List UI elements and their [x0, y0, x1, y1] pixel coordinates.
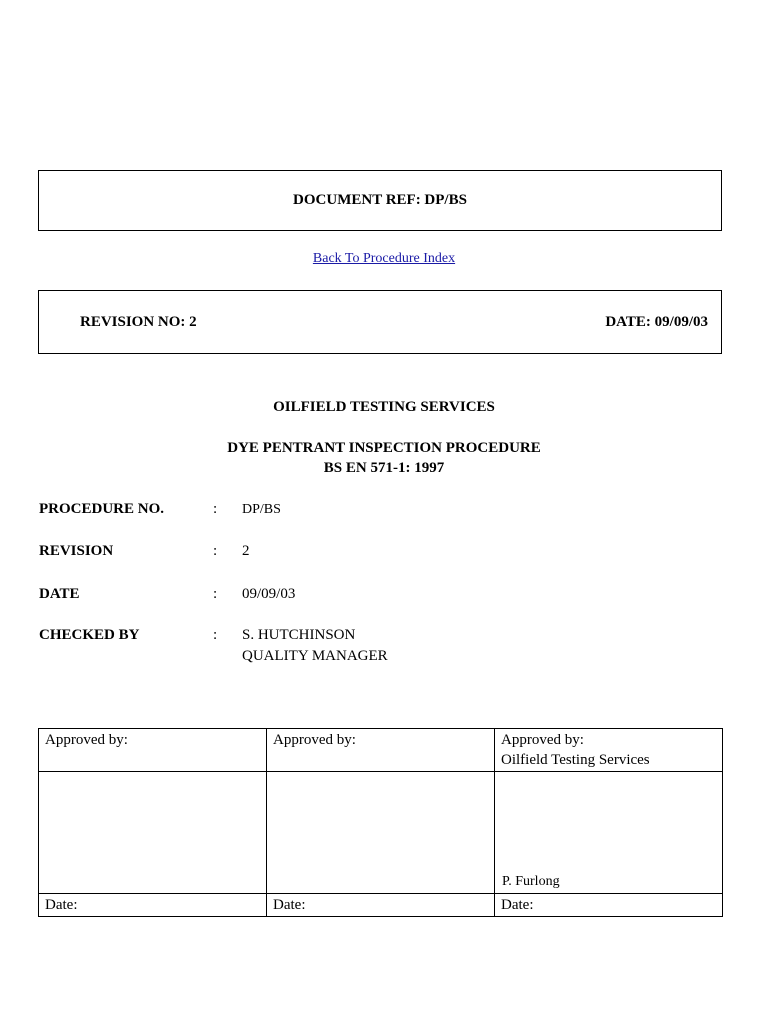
field-colon: :	[213, 586, 218, 602]
field-label: CHECKED BY	[39, 627, 140, 643]
field-label: REVISION	[39, 543, 114, 559]
document-ref-box	[38, 170, 722, 231]
revision-date: DATE: 09/09/03	[605, 313, 708, 330]
company-title: OILFIELD TESTING SERVICES	[273, 399, 495, 415]
signature-cell-2	[267, 772, 495, 894]
approvals-table	[38, 728, 723, 917]
approval-header-2: Approved by:	[267, 729, 495, 772]
signature-row	[39, 772, 723, 894]
revision-box	[38, 290, 722, 354]
field-value: DP/BS	[242, 502, 281, 517]
approval-header-3	[495, 729, 723, 772]
approvals-header-row	[39, 729, 723, 772]
procedure-title-block	[0, 438, 768, 478]
date-row	[39, 894, 723, 917]
approval-header-1: Approved by:	[39, 729, 267, 772]
revision-no: REVISION NO: 2	[80, 313, 197, 330]
approval-header-3-line2: Oilfield Testing Services	[501, 752, 650, 768]
signer-name: P. Furlong	[502, 874, 560, 889]
field-label: DATE	[39, 586, 80, 602]
field-value	[242, 625, 388, 667]
procedure-title: DYE PENTRANT INSPECTION PROCEDURE	[227, 440, 541, 456]
date-cell-2: Date:	[267, 894, 495, 917]
back-to-procedure-index-link[interactable]: Back To Procedure Index	[312, 251, 456, 266]
approval-header-3-line1: Approved by:	[501, 732, 584, 748]
checker-name: S. HUTCHINSON	[242, 627, 356, 643]
document-ref: DOCUMENT REF: DP/BS	[293, 192, 467, 208]
date-cell-1: Date:	[39, 894, 267, 917]
standard-title: BS EN 571-1: 1997	[323, 460, 445, 476]
field-value: 2	[242, 543, 250, 559]
field-colon: :	[213, 501, 218, 517]
date-cell-3: Date:	[495, 894, 723, 917]
checker-role: QUALITY MANAGER	[242, 648, 388, 664]
field-value: 09/09/03	[242, 586, 296, 602]
signature-cell-1	[39, 772, 267, 894]
field-colon: :	[213, 627, 218, 643]
field-colon: :	[213, 543, 218, 559]
signature-cell-3	[495, 772, 723, 894]
field-label: PROCEDURE NO.	[39, 501, 165, 517]
